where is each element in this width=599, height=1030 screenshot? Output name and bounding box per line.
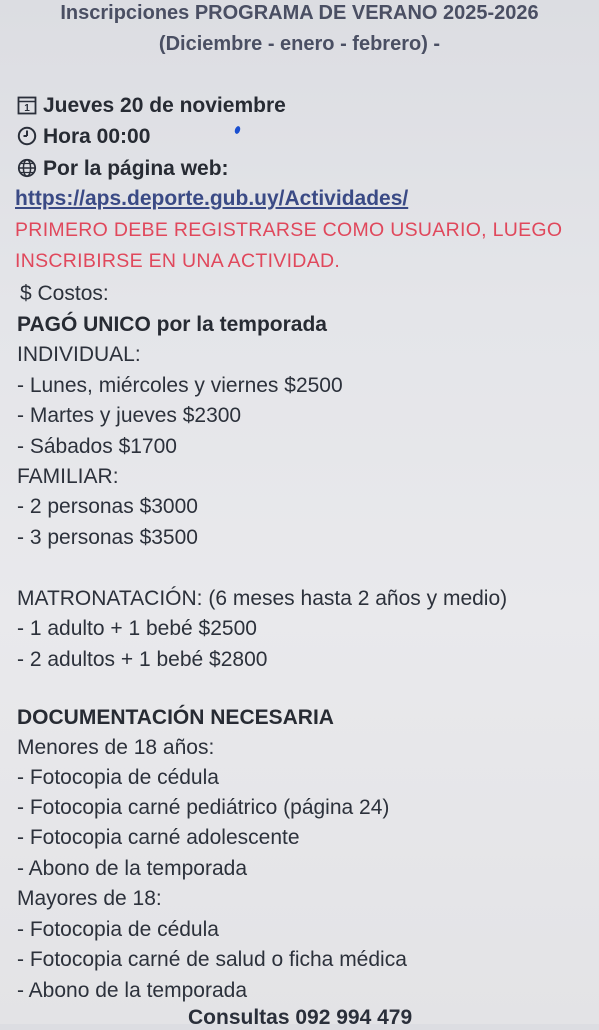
contact-line: Consultas 092 994 479 bbox=[188, 1006, 413, 1029]
single-payment-label: PAGÓ UNICO por la temporada bbox=[17, 313, 327, 336]
list-item: - Fotocopia carné pediátrico (página 24) bbox=[17, 796, 390, 819]
list-item: - 3 personas $3500 bbox=[17, 526, 198, 549]
minors-label: Menores de 18 años: bbox=[17, 736, 215, 759]
svg-text:1: 1 bbox=[24, 103, 30, 114]
list-item: - Fotocopia de cédula bbox=[17, 918, 219, 941]
individual-label: INDIVIDUAL: bbox=[17, 343, 141, 366]
adults-label: Mayores de 18: bbox=[17, 887, 162, 910]
ink-mark bbox=[234, 125, 241, 134]
list-item: - 1 adulto + 1 bebé $2500 bbox=[17, 617, 257, 640]
notice-line-2: INSCRIBIRSE EN UNA ACTIVIDAD. bbox=[15, 250, 341, 272]
list-item: - Fotocopia de cédula bbox=[17, 766, 219, 789]
list-item: - Fotocopia carné adolescente bbox=[17, 826, 300, 849]
list-item: - 2 personas $3000 bbox=[17, 495, 198, 518]
event-date: Jueves 20 de noviembre bbox=[43, 94, 286, 117]
clock-icon bbox=[17, 126, 37, 146]
list-item: - Martes y jueves $2300 bbox=[17, 404, 242, 427]
event-web-row bbox=[17, 157, 229, 181]
list-item: - Sábados $1700 bbox=[17, 435, 177, 458]
registration-link[interactable]: https://aps.deporte.gub.uy/Actividades/ bbox=[15, 187, 409, 210]
list-item: - Abono de la temporada bbox=[17, 857, 247, 880]
web-label: Por la página web: bbox=[43, 157, 229, 180]
page-subtitle: (Diciembre - enero - febrero) - bbox=[158, 33, 441, 55]
costs-label: $ Costos: bbox=[20, 282, 109, 305]
event-time-row bbox=[17, 125, 150, 149]
list-item: - 2 adultos + 1 bebé $2800 bbox=[17, 648, 268, 671]
list-item: - Lunes, miércoles y viernes $2500 bbox=[17, 374, 343, 397]
matronatacion-label: MATRONATACIÓN: (6 meses hasta 2 años y medio) bbox=[17, 587, 508, 610]
event-date-row bbox=[17, 94, 286, 118]
globe-icon bbox=[17, 158, 37, 178]
event-time: Hora 00:00 bbox=[43, 125, 151, 148]
calendar-icon bbox=[17, 95, 37, 115]
documentation-title: DOCUMENTACIÓN NECESARIA bbox=[17, 706, 334, 729]
notice-line-1: PRIMERO DEBE REGISTRARSE COMO USUARIO, LUEGO bbox=[15, 219, 563, 241]
family-label: FAMILIAR: bbox=[17, 465, 119, 488]
list-item: - Abono de la temporada bbox=[17, 979, 247, 1002]
list-item: - Fotocopia carné de salud o ficha médica bbox=[17, 948, 407, 971]
page-title: Inscripciones PROGRAMA DE VERANO 2025-2026 bbox=[60, 2, 539, 24]
